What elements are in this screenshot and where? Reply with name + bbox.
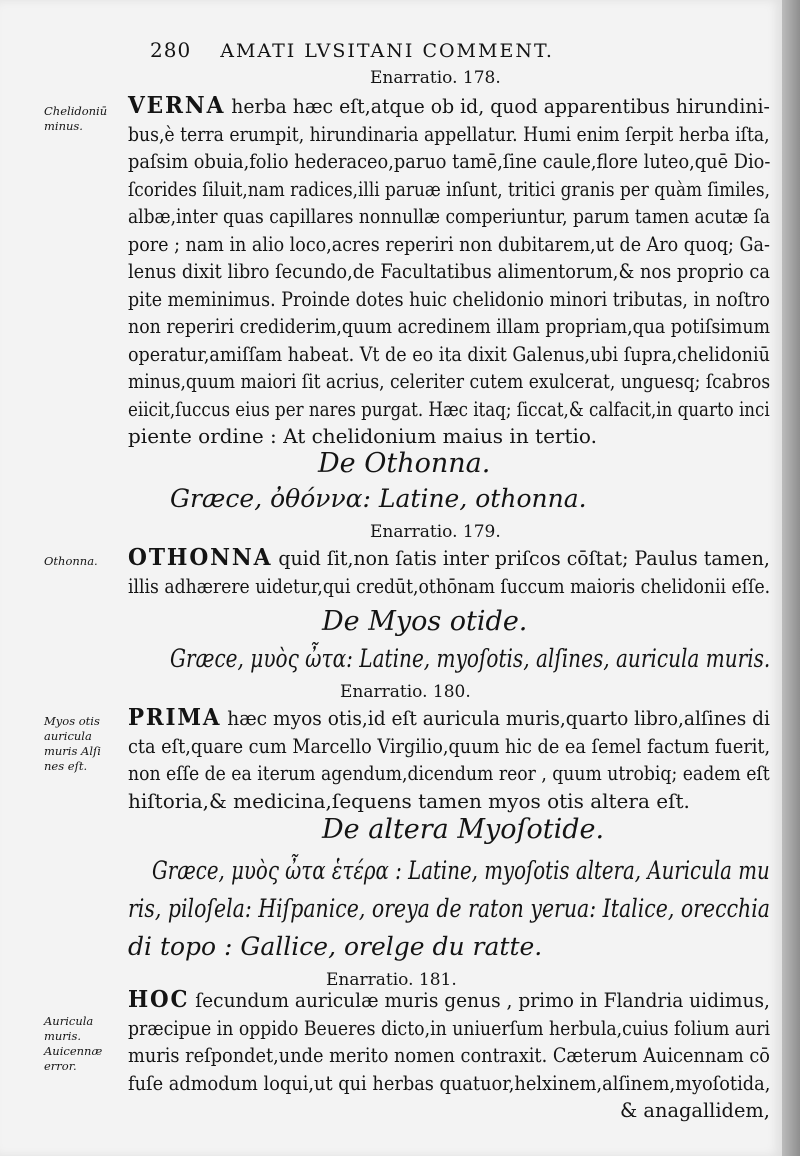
line-text: piente ordine : At chelidonium maius in tertio. (128, 424, 597, 448)
text-line (128, 1016, 770, 1040)
text-line (128, 259, 770, 283)
book-gutter (782, 0, 800, 1156)
margin-note-line: nes eſt. (44, 759, 88, 773)
text-line (620, 1098, 770, 1122)
text-line (128, 369, 770, 393)
text-line (128, 1043, 770, 1067)
margin-note-myosotis (44, 714, 101, 774)
line-text: fuſe admodum loqui,ut qui herbas quatuor,helxinem,alſinem,myoſotida, (128, 1070, 771, 1095)
initial-word: OTHONNA (128, 544, 273, 571)
line-text: cta eſt,quare cum Marcello Virgilio,quum hic de ea ſemel factum fuerit, (128, 733, 771, 758)
enarratio-178: Enarratio. 178. (370, 68, 501, 88)
text-line (128, 342, 770, 366)
line-text: herba hæc eſt,atque ob id, quod apparentibus hirundini- (225, 94, 770, 118)
line-text: ſecundum auriculæ muris genus , primo in Flandria uidimus, (189, 988, 770, 1012)
line-text: illis adhærere uidetur,qui credūt,othōnam ſuccum maioris chelidonii eſſe. (128, 573, 771, 598)
text-line (128, 287, 770, 311)
text-line (128, 761, 770, 785)
text-line (128, 574, 770, 598)
text-line (128, 706, 770, 730)
line-text: minus,quum maiori ſit acrius, celeriter cutem exulcerat, unguesq; ſcabros (128, 369, 771, 393)
greek-line-altera-3: di topo : Gallice, orelge du ratte. (128, 932, 543, 961)
initial-word: VERNA (128, 92, 226, 119)
running-header (150, 38, 554, 62)
line-text: non eſſe de ea iterum agendum,dicendum reor , quum utrobiq; eadem eſt (128, 761, 770, 785)
text-line (128, 397, 770, 421)
margin-note-line: error. (44, 1059, 77, 1073)
line-text: hiſtoria,& medicina,ſequens tamen myos otis altera eſt. (128, 788, 690, 813)
enarratio-181: Enarratio. 181. (326, 970, 457, 990)
line-text: lenus dixit libro ſecundo,de Facultatibus alimentorum,& nos proprio ca (128, 259, 770, 283)
margin-note-line: Auicennæ (44, 1044, 103, 1058)
line-text: operatur,amiſſam habeat. Vt de eo ita dixit Galenus,ubi ſupra,chelidoniū (128, 341, 770, 366)
text-line (128, 1071, 770, 1095)
line-text: muris reſpondet,unde merito nomen contraxit. Cæterum Auicennam cō (128, 1043, 770, 1067)
text-line (128, 734, 770, 758)
text-line (128, 232, 770, 256)
heading-myosotide: De Myos otide. (322, 606, 528, 637)
greek-line-altera-1: Græce, μυὸς ὦτα ἑτέρα : Latine, myoſotis altera, Auricula mu (152, 856, 770, 885)
heading-othonna: De Othonna. (318, 448, 491, 479)
margin-note-auricula (44, 1014, 102, 1074)
line-text: albæ,inter quas capillares nonnullæ comperiuntur, parum tamen acutæ ſa (128, 204, 771, 228)
margin-note-line: muris. (44, 1029, 82, 1043)
enarratio-180: Enarratio. 180. (340, 682, 471, 702)
initial-word: HOC (128, 986, 190, 1013)
text-line (128, 122, 770, 146)
margin-note-line: Othonna. (44, 554, 98, 568)
line-text: eiicit,ſuccus eius per nares purgat. Hæc itaq; ſiccat,& calfacit,in quarto inci (128, 396, 770, 421)
margin-note-chelidonium (44, 104, 107, 134)
margin-note-line: minus. (44, 119, 83, 133)
line-text: bus,è terra erumpit, hirundinaria appellatur. Humi enim ſerpit herba iſta, (128, 121, 770, 146)
text-line (128, 789, 690, 813)
text-line (128, 177, 770, 201)
margin-note-line: auricula (44, 729, 92, 743)
text-line (128, 424, 597, 448)
greek-line-othonna: Græce, ὀθόννα: Latine, othonna. (170, 484, 587, 513)
line-text: non reperiri crediderim,quum acredinem illam propriam,qua potiſsimum (128, 314, 771, 338)
text-line (128, 314, 770, 338)
line-text: ſcorides ſiluit,nam radices,illi paruæ inſunt, tritici granis per quàm ſimiles, (128, 176, 770, 201)
running-title: AMATI LVSITANI COMMENT. (220, 40, 554, 62)
text-line (128, 94, 770, 118)
line-text: pite meminimus. Proinde dotes huic chelidonio minori tributas, in noſtro (128, 286, 770, 311)
margin-note-line: muris Alſi (44, 744, 101, 758)
line-text: paſsim obuia,folio hederaceo,paruo tamē,ſine caule,flore luteo,quē Dio- (128, 149, 771, 173)
line-text: pore ; nam in alio loco,acres reperiri non dubitarem,ut de Aro quoq; Ga- (128, 231, 770, 256)
text-line (128, 988, 770, 1012)
heading-altera: De altera Myoſotide. (322, 814, 605, 845)
text-line (128, 204, 770, 228)
margin-note-line: Myos otis (44, 714, 100, 728)
line-text: hæc myos otis,id eſt auricula muris,quarto libro,alſines di (221, 706, 770, 730)
text-line (128, 546, 770, 570)
line-text: præcipue in oppido Beueres dicto,in uniuerſum herbula,cuius folium auri (128, 1015, 771, 1040)
line-text: quid ſit,non ſatis inter priſcos cōſtat; Paulus tamen, (272, 546, 770, 570)
line-text: & anagallidem, (620, 1098, 770, 1122)
margin-note-line: Chelidoniū (44, 104, 108, 118)
margin-note-line: Auricula (44, 1014, 94, 1028)
margin-note-othonna (44, 554, 98, 569)
greek-line-altera-2: ris, piloſela: Hiſpanice, oreya de raton yerua: Italice, orecchia (128, 894, 770, 923)
text-line (128, 149, 770, 173)
initial-word: PRIMA (128, 704, 222, 731)
page-number: 280 (150, 38, 192, 62)
greek-line-myosotide: Græce, μυὸς ὦτα: Latine, myoſotis, alſines, auricula muris. (170, 644, 771, 673)
enarratio-179: Enarratio. 179. (370, 522, 501, 542)
